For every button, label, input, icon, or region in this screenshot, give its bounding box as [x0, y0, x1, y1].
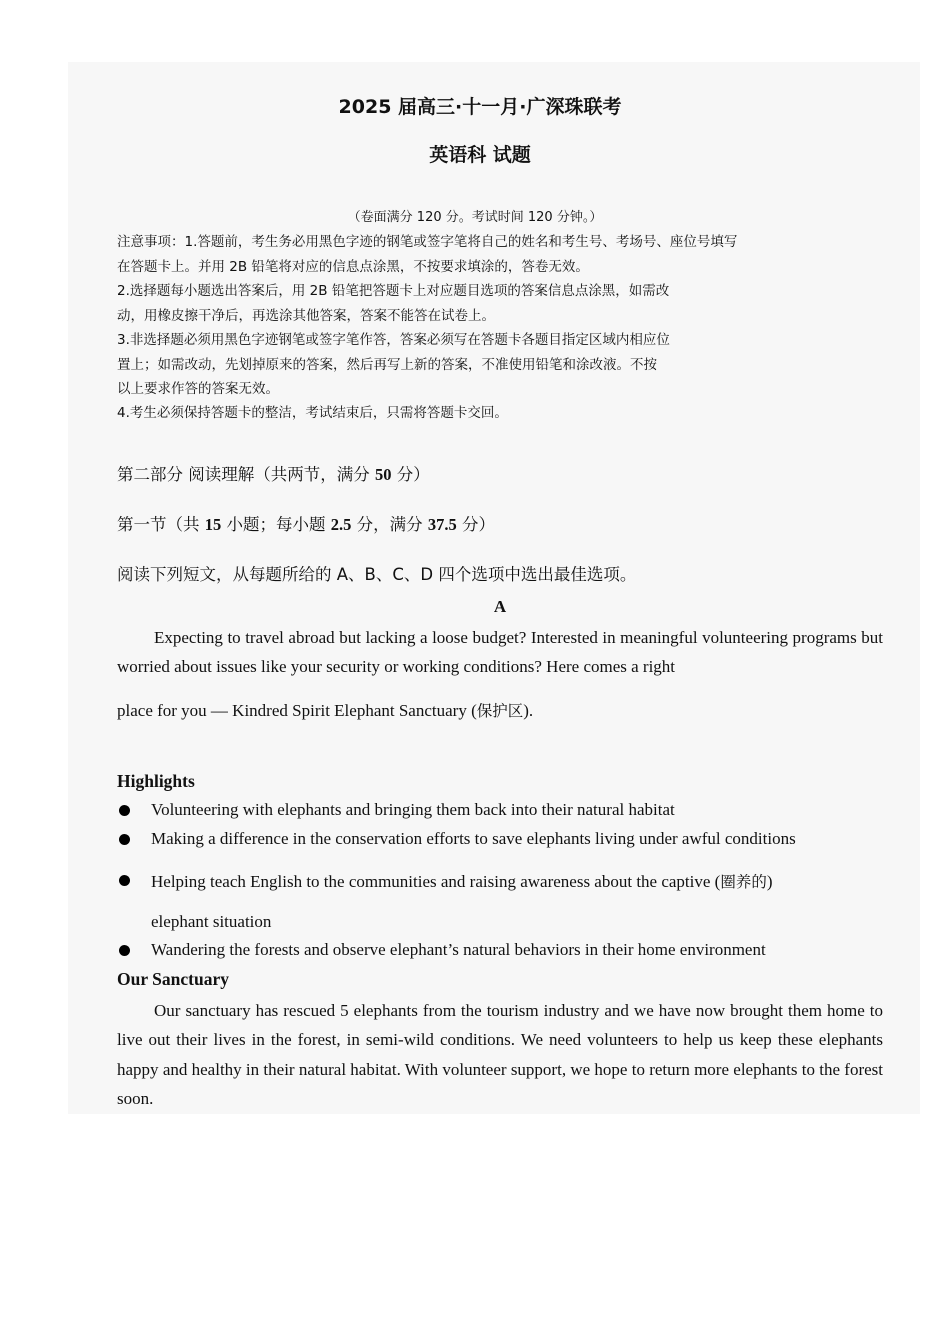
subsection-heading: 第一节（共 15 小题；每小题 2.5 分，满分 37.5 分） — [117, 515, 495, 534]
bullet-icon — [119, 875, 130, 886]
section-heading: 第二部分 阅读理解（共两节，满分 50 分） — [117, 465, 430, 484]
notice-2: 2.选择题每小题选出答案后，用 2B 铅笔把答题卡上对应题目选项的答案信息点涂黑，如需改 动，用橡皮擦干净后，再选涂其他答案，答案不能答在试卷上。 — [117, 283, 670, 324]
passage-intro-end: place for you — Kindred Spirit Elephant Sanctuary (保护区). — [117, 701, 534, 720]
highlights-heading: Highlights — [117, 771, 195, 791]
notice-3: 3.非选择题必须用黑色字迹钢笔或签字笔作答，答案必须写在答题卡各题目指定区域内相应位 置上；如需改动，先划掉原来的答案，然后再写上新的答案，不准使用铅笔和涂改液。不按 以上要求作答的答案无效。 — [117, 332, 670, 397]
notice-4: 4.考生必须保持答题卡的整洁，考试结束后，只需将答题卡交回。 — [117, 405, 508, 421]
sanctuary-paragraph: Our sanctuary has rescued 5 elephants from the tourism industry and we have now brought them home to live out their lives in the forest, in semi-wild conditions. We need volunteers to help us keep these elephants happy and healthy in their natural habitat. With volunteer support, we hope to return more elephants to the forest soon. — [117, 1001, 883, 1108]
notice-1: 注意事项：1.答题前，考生务必用黑色字迹的钢笔或签字笔将自己的姓名和考生号、考场号、座位号填写 在答题卡上。并用 2B 铅笔将对应的信息点涂黑，不按要求填涂的，答卷无效。 — [117, 234, 738, 275]
bullet-icon — [119, 945, 130, 956]
passage-intro: Expecting to travel abroad but lacking a loose budget? Interested in meaningful volunteering programs but worried about issues like your security or working conditions? Here comes a right — [117, 628, 883, 676]
exam-title: 2025 届高三·十一月·广深珠联考 — [338, 96, 622, 118]
bullet-icon — [119, 834, 130, 845]
passage-label: A — [493, 597, 507, 616]
score-info: （卷面满分 120 分。考试时间 120 分钟。） — [347, 210, 603, 225]
exam-page: 2025 届高三·十一月·广深珠联考 英语科 试题 （卷面满分 120 分。考试时间 120 分钟。） 注意事项：1.答题前，考生务必用黑色字迹的钢笔或签字笔将自己的姓名和考生号、考场号、座位号填写 在答题卡上。并用 2B 铅笔将对应的信息点涂黑，不按要求填涂的，答卷无效。 2.选择题每小题选出答案后，用 2B 铅笔把答题卡上对应题目选项的答案信息点涂黑，如需改 动，用橡皮擦干净后，再选涂其他答案，答案不能答在试卷上。 3.非选择题必须用黑色字迹钢笔或签字笔作答，答案必须写在答题卡各题目指定区域内相应位 置上；如需改动，先划掉原来的答案，然后再写上新的答案，不准使用铅笔和涂改液。不按 以上要求作答的答案无效。 4.考生必须保持答题卡的整洁，考试结束后，只需将答题卡交回。 第二部分 阅读理解（共两节，满分 50 分） 第一节（共 15 小题；每小题 2.5 分，满分 37.5 分） 阅读下列短文，从每题所给的 A、B、C、D 四个选项中选出最佳选项。 A Expecting to travel abroad but lacking a loose budget? Interested in meaningful volunteering programs but worried about issues like your security or working conditions? Here comes a right place for you — Kindred Spirit Elephant Sanctuary (保护区). Highlights Volunteering with elephants and bringing them back into their natural habitat Making a difference in the conservation efforts to save elephants living under awful conditions Helping teach English to the communities and raising awareness about the captive (圈养的) elephant situation Wandering the forests and observe elephant’s natural behaviors in their home environment Our Sanctuary Our sanctuary has rescued 5 elephants from the tourism industry and we have now brought them home to live out their lives in the forest, in semi-wild conditions. We need volunteers to help us keep these elephants happy and healthy in their natural habitat. With volunteer support, we hope to return more elephants to the forest soon. — [0, 0, 950, 1344]
exam-subject: 英语科 试题 — [429, 144, 531, 166]
reading-instruction: 阅读下列短文，从每题所给的 A、B、C、D 四个选项中选出最佳选项。 — [117, 565, 637, 584]
sanctuary-heading: Our Sanctuary — [117, 969, 229, 989]
bullet-icon — [119, 805, 130, 816]
